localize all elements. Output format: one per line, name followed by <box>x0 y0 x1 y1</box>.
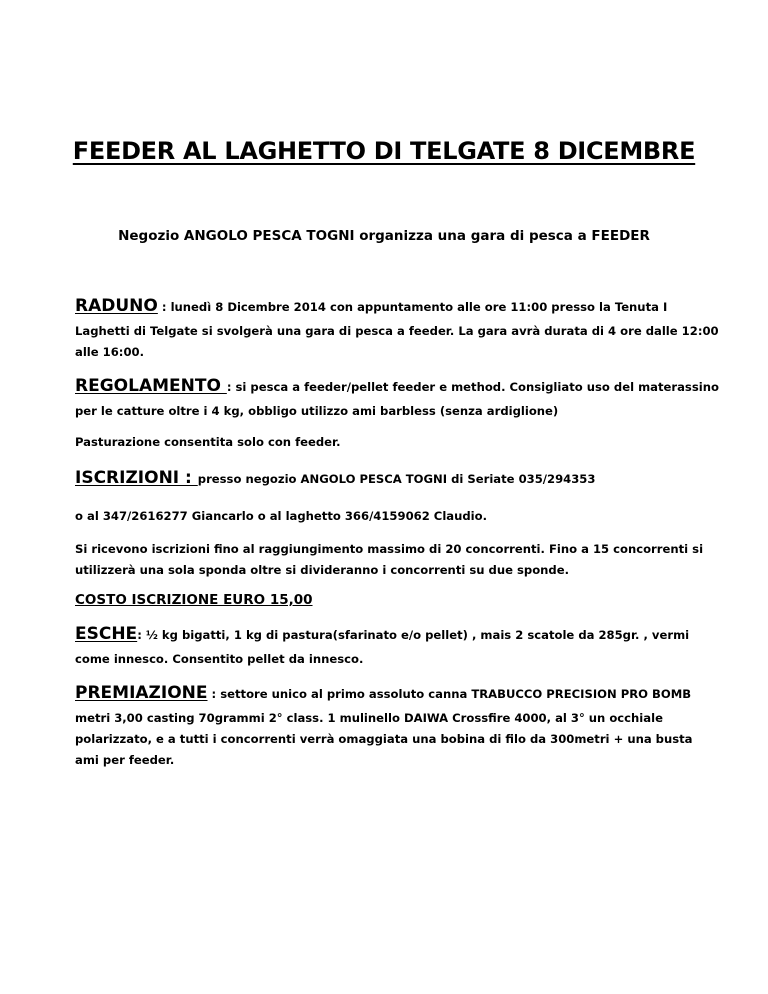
iscrizioni-para-line-1: Si ricevono iscrizioni fino al raggiungimento massimo di 20 concorrenti. Fino a 15 concorrenti si <box>75 542 704 556</box>
raduno-separator: : <box>157 300 171 314</box>
premiazione-line-4: ami per feeder. <box>75 753 175 767</box>
esche-section <box>75 624 705 670</box>
premiazione-heading: PREMIAZIONE <box>75 683 208 703</box>
raduno-line-1 <box>75 296 705 318</box>
costo-section <box>75 590 705 611</box>
document-title: FEEDER AL LAGHETTO DI TELGATE 8 DICEMBRE <box>72 137 696 165</box>
regolamento-text-1: : si pesca a feeder/pellet feeder e method. Consigliato uso del materassino <box>226 380 719 394</box>
costo-text: COSTO ISCRIZIONE EURO 15,00 <box>75 592 313 608</box>
esche-text-1: : ½ kg bigatti, 1 kg di pastura(sfarinato e/o pellet) , mais 2 scatole da 285gr. , vermi <box>137 628 690 642</box>
premiazione-line-2: metri 3,00 casting 70grammi 2° class. 1 mulinello DAIWA Crossfire 4000, al 3° un occhiale <box>75 711 663 725</box>
raduno-section <box>75 296 719 363</box>
iscrizioni-line-1 <box>75 468 705 490</box>
esche-line-1 <box>75 624 705 646</box>
iscrizioni-section <box>75 468 705 490</box>
raduno-line-2: Laghetti di Telgate si svolgerà una gara di pesca a feeder. La gara avrà durata di 4 ore dalle 12:00 <box>75 324 719 338</box>
iscrizioni-paragraph <box>75 539 705 581</box>
raduno-heading: RADUNO <box>75 296 158 316</box>
iscrizioni-text-1: presso negozio ANGOLO PESCA TOGNI di Seriate 035/294353 <box>197 472 596 486</box>
iscrizioni-para-line-2: utilizzerà una sola sponda oltre si divideranno i concorrenti su due sponde. <box>75 563 569 577</box>
regolamento-line-1 <box>75 376 719 398</box>
esche-heading: ESCHE <box>75 624 138 644</box>
premiazione-section <box>75 683 705 771</box>
esche-line-2: come innesco. Consentito pellet da innesco. <box>75 652 364 666</box>
premiazione-line-1 <box>75 683 705 705</box>
premiazione-line-3: polarizzato, e a tutti i concorrenti verrà omaggiata una bobina di filo da 300metri + una busta <box>75 732 693 746</box>
iscrizioni-line-2: o al 347/2616277 Giancarlo o al laghetto 366/4159062 Claudio. <box>75 509 488 523</box>
pasturazione-text: Pasturazione consentita solo con feeder. <box>75 435 341 449</box>
regolamento-section <box>75 376 719 422</box>
premiazione-text-1: : settore unico al primo assoluto canna TRABUCCO PRECISION PRO BOMB <box>207 687 692 701</box>
regolamento-line-2: per le catture oltre i 4 kg, obbligo utilizzo ami barbless (senza ardiglione) <box>75 404 559 418</box>
raduno-line-3: alle 16:00. <box>75 345 144 359</box>
raduno-text-1: lunedì 8 Dicembre 2014 con appuntamento alle ore 11:00 presso la Tenuta I <box>170 300 668 314</box>
regolamento-heading: REGOLAMENTO <box>75 376 227 396</box>
document-subtitle: Negozio ANGOLO PESCA TOGNI organizza una gara di pesca a FEEDER <box>118 228 650 244</box>
iscrizioni-heading: ISCRIZIONI : <box>75 468 198 488</box>
